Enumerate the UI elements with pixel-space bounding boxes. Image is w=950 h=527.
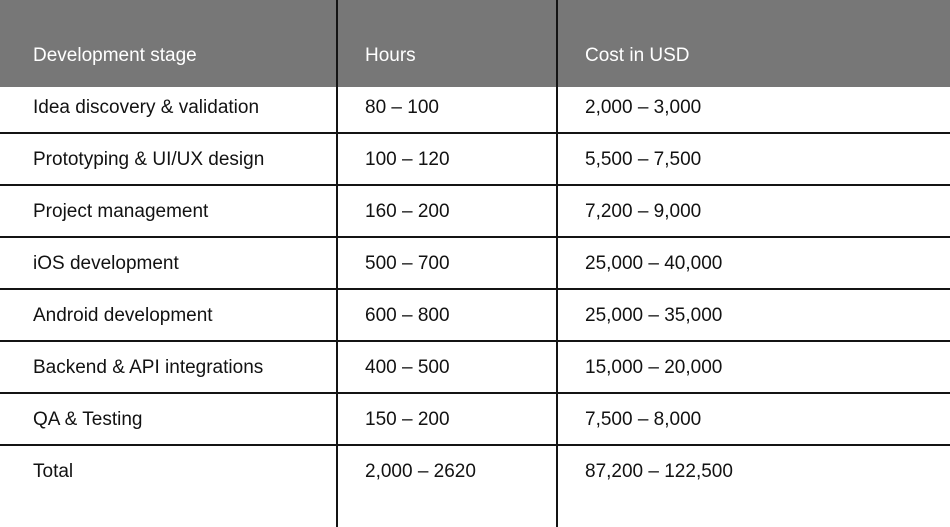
total-hours: 2,000 – 2620 bbox=[365, 461, 476, 482]
total-cost: 87,200 – 122,500 bbox=[585, 461, 733, 482]
row-divider bbox=[0, 236, 950, 238]
stage-cell: Idea discovery & validation bbox=[33, 97, 260, 118]
hours-cell: 160 – 200 bbox=[365, 201, 450, 222]
cost-cell: 7,500 – 8,000 bbox=[585, 409, 702, 430]
cost-cell: 5,500 – 7,500 bbox=[585, 149, 702, 170]
stage-cell: Android development bbox=[33, 305, 213, 326]
cost-cell: 25,000 – 40,000 bbox=[585, 253, 723, 274]
row-divider bbox=[0, 132, 950, 134]
stage-cell: Prototyping & UI/UX design bbox=[33, 149, 265, 170]
hours-cell: 80 – 100 bbox=[365, 97, 439, 118]
header-development-stage: Development stage bbox=[33, 45, 197, 66]
row-divider bbox=[0, 288, 950, 290]
stage-cell: QA & Testing bbox=[33, 409, 143, 430]
stage-cell: iOS development bbox=[33, 253, 179, 274]
hours-cell: 100 – 120 bbox=[365, 149, 450, 170]
cost-cell: 25,000 – 35,000 bbox=[585, 305, 723, 326]
row-divider bbox=[0, 340, 950, 342]
cost-cell: 2,000 – 3,000 bbox=[585, 97, 702, 118]
cost-cell: 15,000 – 20,000 bbox=[585, 357, 723, 378]
table-header bbox=[0, 0, 950, 87]
row-divider bbox=[0, 392, 950, 394]
header-cost: Cost in USD bbox=[585, 45, 690, 66]
row-divider bbox=[0, 444, 950, 446]
stage-cell: Project management bbox=[33, 201, 209, 222]
hours-cell: 600 – 800 bbox=[365, 305, 450, 326]
hours-cell: 500 – 700 bbox=[365, 253, 450, 274]
hours-cell: 150 – 200 bbox=[365, 409, 450, 430]
stage-cell: Backend & API integrations bbox=[33, 357, 264, 378]
header-hours: Hours bbox=[365, 45, 416, 66]
hours-cell: 400 – 500 bbox=[365, 357, 450, 378]
column-divider bbox=[556, 0, 558, 527]
row-divider bbox=[0, 184, 950, 186]
total-label: Total bbox=[33, 461, 74, 482]
cost-cell: 7,200 – 9,000 bbox=[585, 201, 702, 222]
column-divider bbox=[336, 0, 338, 527]
